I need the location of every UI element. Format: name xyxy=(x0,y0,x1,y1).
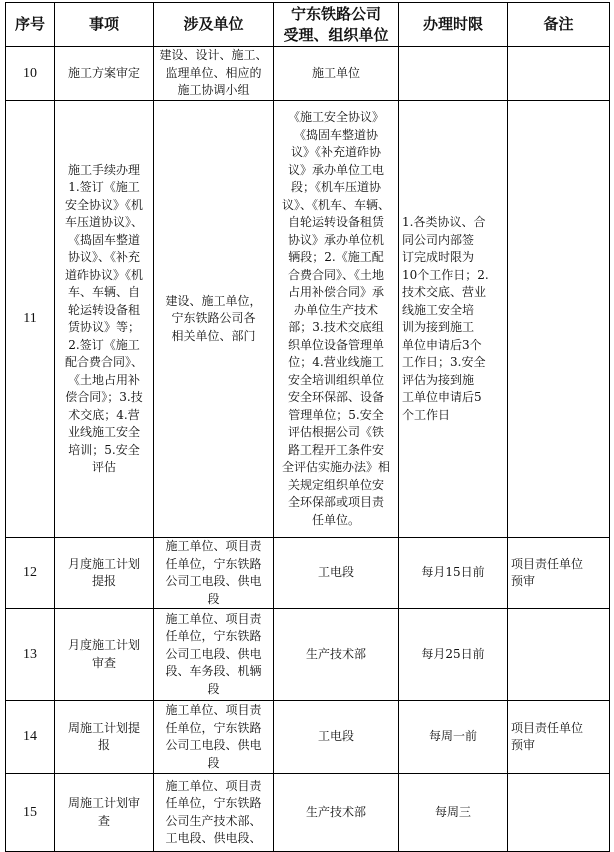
cell-text-line: 公司工电段、供电 xyxy=(165,738,262,752)
cell-text-line: 施工协调小组 xyxy=(177,83,250,98)
cell-text-line: 全评估实施办法》相 xyxy=(281,460,390,474)
cell-units xyxy=(154,609,274,701)
cell-text-line: 每周三 xyxy=(434,804,471,819)
cell-text-line: 偿合同》；3.技 xyxy=(65,390,143,404)
cell-text-line: 辆段；2.《施工配 xyxy=(288,250,384,264)
cell-text-line: 同公司内部签 xyxy=(402,232,475,247)
cell-text-line: 自轮运转设备租赁 xyxy=(287,215,384,229)
cell-text-line: 工作日；3.安全 xyxy=(402,355,486,369)
cell-text-line: 协议》承办单位机 xyxy=(287,232,384,247)
cell-text-line: 议》承办单位工电 xyxy=(287,162,384,177)
cell-text-line: 施工手续办理 xyxy=(67,162,140,177)
cell-text-line: 段、车务段、机辆 xyxy=(165,664,262,679)
cell-deadline xyxy=(399,701,508,774)
cell-text-line: 每月25日前 xyxy=(421,646,485,661)
cell-text-line: 织单位设备管理单 xyxy=(287,337,384,352)
cell-text-line: 安全协议》《机 xyxy=(64,197,143,212)
header-item xyxy=(55,3,154,47)
table-row xyxy=(6,101,610,538)
cell-text-line: 宁东铁路公司各 xyxy=(171,311,256,326)
cell-text-line: 监理单位、相应的 xyxy=(165,65,262,80)
cell-deadline xyxy=(399,101,508,538)
cell-deadline xyxy=(399,47,508,101)
cell-text-line: 议》《补充道砟协 xyxy=(290,145,381,159)
table-row xyxy=(6,47,610,101)
cell-text-line: 工电段 xyxy=(317,565,354,580)
header-deadline xyxy=(399,3,508,47)
header-text: 办理时限 xyxy=(422,15,483,33)
cell-text-line: 报 xyxy=(97,738,110,752)
cell-org xyxy=(274,101,399,538)
cell-text-line: 段 xyxy=(207,591,220,606)
cell-text-line: 配合费合同》、 xyxy=(64,355,143,369)
cell-text-line: 施工方案审定 xyxy=(67,65,140,80)
cell-remark xyxy=(508,538,610,609)
cell-text-line: 评估为接到施 xyxy=(402,372,475,387)
cell-text-line: 线施工安全培 xyxy=(402,302,475,317)
cell-text-line: 《土地占用补 xyxy=(67,372,140,387)
cell-text-line: 协议》、《补充 xyxy=(67,250,140,264)
cell-deadline xyxy=(399,609,508,701)
cell-text-line: 建设、施工单位， xyxy=(165,293,262,308)
cell-text-line: 路工程开工条件安 xyxy=(287,442,384,457)
cell-text-line: 技术交底、营业 xyxy=(402,285,487,299)
header-text: 涉及单位 xyxy=(183,15,244,33)
cell-text-line: 段 xyxy=(207,755,220,770)
cell-remark xyxy=(508,47,610,101)
cell-units xyxy=(154,538,274,609)
cell-text-line: 生产技术部 xyxy=(305,646,366,661)
cell-text-line: 查 xyxy=(97,813,110,828)
cell-text-line: 评估根据公司《铁 xyxy=(287,425,384,439)
table-row xyxy=(6,538,610,609)
cell-text-line: 车压道协议》、 xyxy=(64,215,143,229)
cell-text-line: 全环保部或项目责 xyxy=(287,495,384,509)
cell-text-line: 安全环保部、设备 xyxy=(287,390,384,404)
cell-text-line: 《捣固车整道 xyxy=(67,232,140,247)
cell-text-line: 议》、《机车、车辆、 xyxy=(281,197,390,212)
cell-text-line: 车、车辆、自 xyxy=(67,285,140,299)
header-text: 备注 xyxy=(543,15,574,33)
cell-text-line: 任单位，宁东铁路 xyxy=(165,629,262,644)
cell-text-line: 审查 xyxy=(91,655,116,670)
cell-org xyxy=(274,701,399,774)
cell-text-line: 周施工计划提 xyxy=(67,720,140,735)
header-text: 事项 xyxy=(88,15,119,33)
header-remark xyxy=(508,3,610,47)
cell-text-line: 每周一前 xyxy=(428,729,477,744)
cell-item xyxy=(55,538,154,609)
cell-deadline xyxy=(399,538,508,609)
cell-text-line: 1.签订《施工 xyxy=(68,180,140,194)
cell-deadline xyxy=(399,774,508,852)
cell-text-line: 《捣固车整道协 xyxy=(293,127,378,142)
cell-text-line: 工电段 xyxy=(317,729,354,744)
cell-text-line: 公司工电段、供电 xyxy=(165,646,262,661)
cell-text-line: 办单位生产技术 xyxy=(293,302,378,317)
cell-units xyxy=(154,774,274,852)
cell-text-line: 任单位，宁东铁路 xyxy=(165,556,262,571)
header-text: 序号 xyxy=(14,15,45,33)
procedure-table xyxy=(5,2,610,852)
cell-units xyxy=(154,47,274,101)
cell-text-line: 安全培训组织单位 xyxy=(287,372,384,387)
cell-text-line: 位；4.营业线施工 xyxy=(288,355,384,369)
table-row xyxy=(6,774,610,852)
cell-text-line: 术交底；4.营 xyxy=(68,407,140,422)
cell-text-line: 提报 xyxy=(91,574,116,588)
cell-text-line: 10个工作日；2. xyxy=(402,267,489,282)
cell-text-line: 占用补偿合同》承 xyxy=(287,285,384,299)
cell-text-line: 2.签订《施工 xyxy=(68,337,140,352)
header-units xyxy=(154,3,274,47)
cell-text-line: 月度施工计划 xyxy=(67,556,140,571)
cell-remark xyxy=(508,701,610,774)
cell-text-line: 段；《机车压道协 xyxy=(290,180,381,194)
cell-text-line: 工单位申请后5 xyxy=(402,390,482,404)
cell-text-line: 生产技术部 xyxy=(305,804,366,819)
cell-item xyxy=(55,609,154,701)
cell-text-line: 评估 xyxy=(91,460,116,474)
cell-seq: 14 xyxy=(6,701,55,774)
header-row xyxy=(6,3,610,47)
table-row xyxy=(6,701,610,774)
cell-text-line: 项目责任单位 xyxy=(511,720,584,735)
cell-seq: 15 xyxy=(6,774,55,852)
cell-text-line: 相关单位、部门 xyxy=(171,328,256,343)
cell-units xyxy=(154,701,274,774)
cell-remark xyxy=(508,774,610,852)
cell-remark xyxy=(508,609,610,701)
cell-text-line: 1.各类协议、合 xyxy=(402,215,486,229)
cell-text-line: 任单位，宁东铁路 xyxy=(165,796,262,810)
cell-text-line: 任单位，宁东铁路 xyxy=(165,720,262,735)
cell-text-line: 月度施工计划 xyxy=(67,638,140,652)
cell-text-line: 每月15日前 xyxy=(421,565,485,580)
cell-seq: 11 xyxy=(6,101,55,538)
cell-text-line: 建设、设计、施工、 xyxy=(159,48,268,63)
header-text: 宁东铁路公司 xyxy=(290,4,381,23)
cell-text-line: 预审 xyxy=(511,574,536,588)
header-text: 受理、组织单位 xyxy=(283,25,389,44)
cell-text-line: 施工单位、项目责 xyxy=(165,703,262,717)
cell-item xyxy=(55,101,154,538)
cell-text-line: 订完成时限为 xyxy=(402,250,475,264)
cell-text-line: 《施工安全协议》 xyxy=(287,110,384,124)
cell-text-line: 轮运转设备租 xyxy=(67,302,140,317)
cell-text-line: 赁协议》等； xyxy=(67,320,140,334)
cell-text-line: 公司工电段、供电 xyxy=(165,574,262,588)
cell-units xyxy=(154,101,274,538)
cell-remark xyxy=(508,101,610,538)
cell-text-line: 单位申请后3个 xyxy=(402,337,482,352)
cell-text-line: 段 xyxy=(207,681,220,696)
cell-text-line: 关规定组织单位安 xyxy=(287,477,384,492)
cell-text-line: 管理单位；5.安全 xyxy=(288,407,384,422)
cell-item xyxy=(55,701,154,774)
cell-seq: 13 xyxy=(6,609,55,701)
cell-text-line: 部；3.技术交底组 xyxy=(288,320,384,334)
cell-text-line: 预审 xyxy=(511,738,536,752)
table-row xyxy=(6,609,610,701)
cell-item xyxy=(55,774,154,852)
cell-text-line: 项目责任单位 xyxy=(511,556,584,571)
cell-org xyxy=(274,774,399,852)
cell-text-line: 施工单位、项目责 xyxy=(165,611,262,626)
header-org xyxy=(274,3,399,47)
cell-org xyxy=(274,609,399,701)
cell-text-line: 合费合同》、《土地 xyxy=(287,267,384,282)
cell-org xyxy=(274,538,399,609)
cell-text-line: 训为接到施工 xyxy=(402,320,475,334)
cell-text-line: 公司生产技术部、 xyxy=(165,813,262,828)
cell-seq: 12 xyxy=(6,538,55,609)
cell-text-line: 施工单位、项目责 xyxy=(165,539,262,553)
cell-text-line: 任单位。 xyxy=(311,512,360,527)
cell-text-line: 道砟协议》《机 xyxy=(64,267,143,282)
header-seq xyxy=(6,3,55,47)
cell-text-line: 业线施工安全 xyxy=(67,425,140,439)
cell-text-line: 工电段、供电段、 xyxy=(165,831,262,845)
cell-text-line: 个工作日 xyxy=(402,407,451,422)
cell-seq: 10 xyxy=(6,47,55,101)
cell-org xyxy=(274,47,399,101)
cell-text-line: 培训；5.安全 xyxy=(68,442,140,457)
cell-item xyxy=(55,47,154,101)
cell-text-line: 周施工计划审 xyxy=(67,796,140,810)
cell-text-line: 施工单位 xyxy=(311,65,360,80)
cell-text-line: 施工单位、项目责 xyxy=(165,778,262,793)
